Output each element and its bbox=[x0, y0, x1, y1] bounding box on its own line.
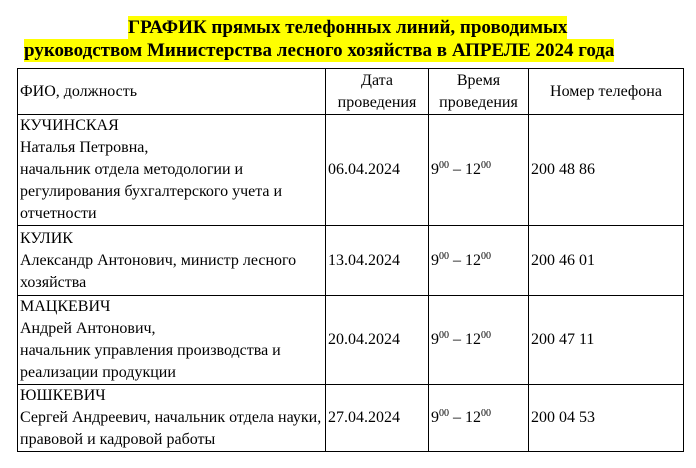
header-name: ФИО, должность bbox=[18, 69, 326, 115]
time-dash: – bbox=[449, 251, 465, 269]
person-position: начальник отдела методологии и регулирования бухгалтерского учета и отчетности bbox=[20, 161, 283, 222]
time-end-minutes: 00 bbox=[481, 250, 491, 262]
title-line-1: ГРАФИК прямых телефонных линий, проводимых bbox=[128, 17, 568, 38]
time-start-hour: 9 bbox=[431, 251, 439, 269]
time-cell bbox=[429, 296, 529, 385]
person-first-name: Александр Антонович, bbox=[20, 251, 177, 269]
header-date: Дата проведения bbox=[326, 69, 429, 115]
time-end-hour: 12 bbox=[465, 161, 481, 178]
table-header-row bbox=[18, 69, 684, 115]
time-cell bbox=[429, 385, 529, 452]
title-line-2: руководством Министерства лесного хозяйства в АПРЕЛЕ 2024 года bbox=[24, 40, 615, 61]
time-end-minutes: 00 bbox=[481, 160, 491, 171]
time-start-hour: 9 bbox=[431, 161, 439, 178]
header-phone: Номер телефона bbox=[529, 69, 684, 115]
person-surname: КУЛИК bbox=[20, 229, 73, 247]
time-cell bbox=[429, 226, 529, 296]
person-surname: ЮШКЕВИЧ bbox=[20, 387, 106, 404]
time-start-minutes: 00 bbox=[439, 408, 449, 419]
person-surname: МАЦКЕВИЧ bbox=[20, 298, 111, 315]
person-cell bbox=[18, 296, 326, 385]
person-first-name: Сергей Андреевич, bbox=[20, 409, 151, 426]
schedule-table bbox=[17, 68, 684, 452]
person-first-name: Наталья Петровна, bbox=[20, 139, 149, 156]
time-start-minutes: 00 bbox=[439, 160, 449, 171]
phone-cell: 200 04 53 bbox=[529, 385, 684, 452]
time-end-hour: 12 bbox=[465, 409, 481, 426]
header-time: Время проведения bbox=[429, 69, 529, 115]
table-row bbox=[18, 115, 684, 226]
time-dash: – bbox=[449, 161, 465, 178]
phone-cell: 200 48 86 bbox=[529, 115, 684, 226]
person-first-name: Андрей Антонович, bbox=[20, 320, 156, 337]
person-cell bbox=[18, 385, 326, 452]
person-cell bbox=[18, 226, 326, 296]
table-row bbox=[18, 296, 684, 385]
time-start-hour: 9 bbox=[431, 331, 439, 348]
time-end-minutes: 00 bbox=[481, 408, 491, 419]
time-start-hour: 9 bbox=[431, 409, 439, 426]
person-cell bbox=[18, 115, 326, 226]
time-end-hour: 12 bbox=[465, 331, 481, 348]
date-cell: 20.04.2024 bbox=[326, 296, 429, 385]
table-row bbox=[18, 226, 684, 296]
person-position: министр лесного хозяйства bbox=[20, 251, 297, 291]
time-dash: – bbox=[449, 331, 465, 348]
date-cell: 06.04.2024 bbox=[326, 115, 429, 226]
time-start-minutes: 00 bbox=[439, 330, 449, 341]
time-end-minutes: 00 bbox=[481, 330, 491, 341]
time-cell bbox=[429, 115, 529, 226]
date-cell: 27.04.2024 bbox=[326, 385, 429, 452]
time-dash: – bbox=[449, 409, 465, 426]
table-row bbox=[18, 385, 684, 452]
phone-cell: 200 46 01 bbox=[529, 226, 684, 296]
person-position: начальник отдела науки, правовой и кадровой работы bbox=[20, 409, 322, 448]
time-start-minutes: 00 bbox=[439, 250, 449, 262]
phone-cell: 200 47 11 bbox=[529, 296, 684, 385]
date-cell: 13.04.2024 bbox=[326, 226, 429, 296]
time-end-hour: 12 bbox=[465, 251, 481, 269]
person-position: начальник управления производства и реализации продукции bbox=[20, 342, 281, 381]
person-surname: КУЧИНСКАЯ bbox=[20, 117, 119, 134]
